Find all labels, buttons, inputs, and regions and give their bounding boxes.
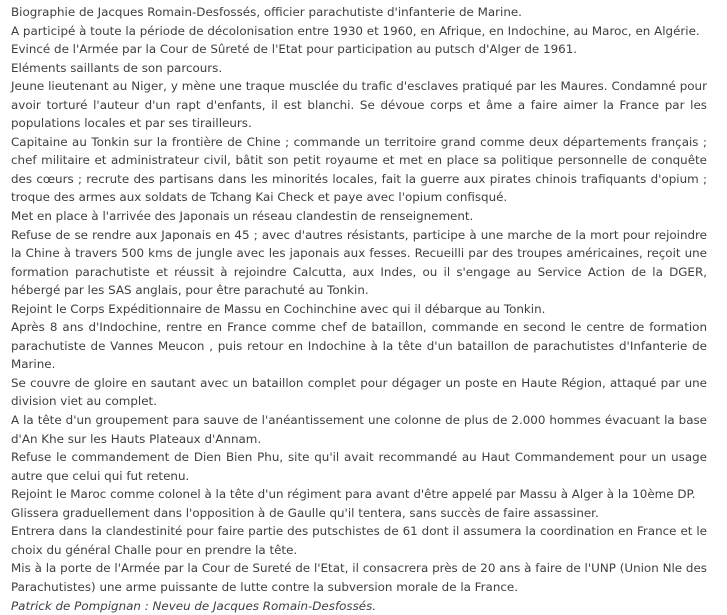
paragraph-niger: Jeune lieutenant au Niger, y mène une traque musclée du trafic d'esclaves pratiqué par les Maures. Condamné pour avoir torturé l'auteur d'un rapt d'enfants, il est blanchi. Se dévoue corps et âme a faire aimer la France par les populations locales et par ses tirailleurs. (11, 77, 707, 133)
paragraph-battalion-chief: Après 8 ans d'Indochine, rentre en France comme chef de bataillon, commande en second le centre de formation parachutiste de Vannes Meucon , puis retour en Indochine à la tête d'un bataillon de parachutistes d'Infanterie de Marine. (11, 318, 707, 374)
paragraph-tonkin-captain: Capitaine au Tonkin sur la frontière de Chine ; commande un territoire grand comme deux départements français ; chef militaire et administrateur civil, bâtit son petit royaume et met en place sa politique personnelle de conquête des cœurs ; recrute des partisans dans les minorités locales, fait la guerre aux pirates chinois trafiquants d'opium ; troque des armes aux soldats de Tchang Kai Check et paye avec l'opium confisqué. (11, 133, 707, 207)
paragraph-death-march: Refuse de se rendre aux Japonais en 45 ; avec d'autres résistants, participe à une marche de la mort pour rejoindre la Chine à travers 500 kms de jungle avec les japonais aux fesses. Recueilli par des troupes américaines, reçoit une formation parachutiste et réussit à rejoindre Calcutta, aux Indes, ou il s'engage au Service Action de la DGER, hébergé par les SAS anglais, pour être parachuté au Tonkin. (11, 226, 707, 300)
paragraph-title: Biographie de Jacques Romain-Desfossés, officier parachutiste d'infanterie de Marine. (11, 3, 707, 22)
biography-document (11, 3, 707, 615)
paragraph-high-region: Se couvre de gloire en sautant avec un bataillon complet pour dégager un poste en Haute Région, attaqué par une division viet au complet. (11, 374, 707, 411)
signature: Patrick de Pompignan : Neveu de Jacques Romain-Desfossés. (11, 597, 707, 615)
paragraph-morocco: Rejoint le Maroc comme colonel à la tête d'un régiment para avant d'être appelé par Massu à Alger à la 10ème DP. (11, 485, 707, 504)
paragraph-dien-bien-phu: Refuse le commandement de Dien Bien Phu, site qu'il avait recommandé au Haut Commandement pour un usage autre que celui qui fut retenu. (11, 448, 707, 485)
paragraph-highlights-heading: Eléments saillants de son parcours. (11, 59, 707, 78)
paragraph-eviction: Evincé de l'Armée par la Cour de Sûreté de l'Etat pour participation au putsch d'Alger de 1961. (11, 40, 707, 59)
paragraph-unp: Mis à la porte de l'Armée par la Cour de Sureté de l'Etat, il consacrera près de 20 ans à faire de l'UNP (Union Nle des Parachutistes) une arme puissante de lutte contre la subversion morale de la France. (11, 559, 707, 596)
paragraph-decolonisation: A participé à toute la période de décolonisation entre 1930 et 1960, en Afrique, en Indochine, au Maroc, en Algérie. (11, 22, 707, 41)
paragraph-opposition: Glissera graduellement dans l'opposition à de Gaulle qu'il tentera, sans succès de faire assassiner. (11, 504, 707, 523)
paragraph-putsch: Entrera dans la clandestinité pour faire partie des putschistes de 61 dont il assumera la coordination en France et le choix du général Challe pour en prendre la tête. (11, 522, 707, 559)
paragraph-expeditionary-corps: Rejoint le Corps Expéditionnaire de Massu en Cochinchine avec qui il débarque au Tonkin. (11, 300, 707, 319)
paragraph-intelligence-network: Met en place à l'arrivée des Japonais un réseau clandestin de renseignement. (11, 207, 707, 226)
paragraph-an-khe: A la tête d'un groupement para sauve de l'anéantissement une colonne de plus de 2.000 hommes évacuant la base d'An Khe sur les Hauts Plateaux d'Annam. (11, 411, 707, 448)
